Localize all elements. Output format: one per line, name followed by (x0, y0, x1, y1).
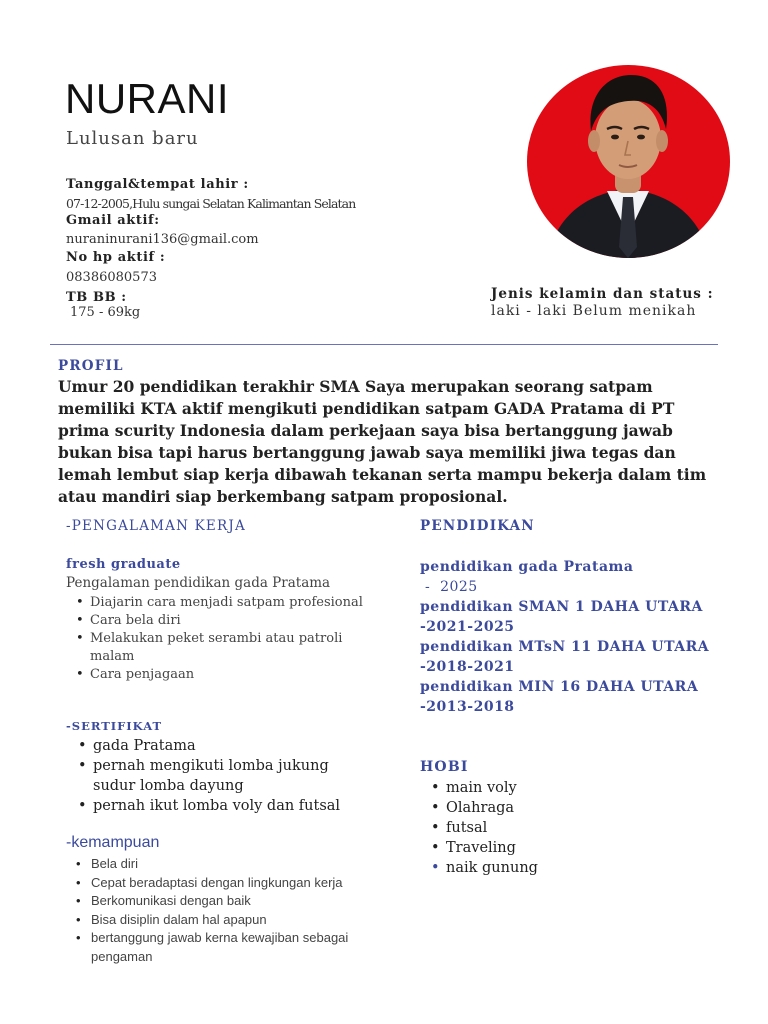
list-item: • gada Pratama (66, 736, 366, 756)
sertifikat-title: -SERTIFIKAT (66, 719, 163, 733)
pendidikan-list (420, 557, 740, 717)
education-name: pendidikan SMAN 1 DAHA UTARA (420, 599, 703, 615)
profil-title: PROFIL (58, 358, 124, 374)
gmail-label: Gmail aktif: (66, 213, 160, 228)
hobi-title: HOBI (420, 759, 469, 775)
phone-label: No hp aktif : (66, 250, 166, 265)
status-value: laki - laki Belum menikah (491, 303, 697, 319)
list-item: • Cara penjagaan (66, 666, 366, 684)
list-item: • Traveling (420, 838, 720, 858)
kemampuan-list (66, 855, 366, 966)
education-name: pendidikan MIN 16 DAHA UTARA (420, 679, 699, 695)
list-item: • Cepat beradaptasi dengan lingkungan kerja (66, 874, 366, 893)
tbbb-label: TB BB : (66, 290, 127, 305)
pengalaman-list (66, 594, 366, 684)
list-item: • Melakukan peket serambi atau patroli malam (66, 630, 366, 666)
list-item: • Berkomunikasi dengan baik (66, 892, 366, 911)
list-item: • futsal (420, 818, 720, 838)
list-item: • pernah ikut lomba voly dan futsal (66, 796, 366, 816)
kemampuan-title: -kemampuan (66, 834, 160, 851)
list-item: • Diajarin cara menjadi satpam profesional (66, 594, 366, 612)
candidate-subtitle: Lulusan baru (66, 128, 199, 149)
list-item: • naik gunung (420, 858, 720, 878)
pendidikan-title: PENDIDIKAN (420, 518, 535, 534)
profile-photo (527, 65, 730, 258)
phone-value: 08386080573 (66, 270, 157, 285)
education-name: pendidikan MTsN 11 DAHA UTARA (420, 639, 710, 655)
gmail-value: nuraninurani136@gmail.com (66, 232, 259, 247)
candidate-name: NURANI (65, 75, 230, 122)
education-years: -2021-2025 (420, 619, 515, 635)
list-item: • main voly (420, 778, 720, 798)
person-silhouette-icon (527, 65, 730, 258)
sertifikat-list (66, 736, 366, 816)
list-item: • Bela diri (66, 855, 366, 874)
status-label: Jenis kelamin dan status : (491, 286, 714, 302)
list-item: • pernah mengikuti lomba jukung sudur lomba dayung (66, 756, 366, 796)
education-years: - 2025 (420, 579, 478, 595)
birth-label: Tanggal&tempat lahir : (66, 177, 249, 192)
pengalaman-desc: Pengalaman pendidikan gada Pratama (66, 575, 331, 591)
birth-value: 07-12-2005,Hulu sungai Selatan Kalimantan Selatan (66, 196, 356, 211)
education-name: pendidikan gada Pratama (420, 559, 634, 575)
list-item: • Bisa disiplin dalam hal apapun (66, 911, 366, 930)
education-years: -2013-2018 (420, 699, 515, 715)
education-years: -2018-2021 (420, 659, 515, 675)
hobi-list (420, 778, 720, 878)
tbbb-value: 175 - 69kg (70, 305, 141, 320)
list-item: • Olahraga (420, 798, 720, 818)
pengalaman-title: -PENGALAMAN KERJA (66, 518, 246, 534)
section-divider (50, 344, 718, 345)
pengalaman-role: fresh graduate (66, 557, 181, 572)
profil-text: Umur 20 pendidikan terakhir SMA Saya merupakan seorang satpam memiliki KTA aktif mengikuti pendidikan satpam GADA Pratama di PT prima scurity Indonesia dalam perkejaan saya bisa bertanggung jawab bukan bisa tapi harus bertanggung jawab saya memiliki jiwa tegas dan lemah lembut siap kerja dibawah tekanan serta mampu bekerja dalam tim atau mandiri siap berkembang satpam proposional. (58, 377, 707, 506)
list-item: • bertanggung jawab kerna kewajiban sebagai pengaman (66, 929, 366, 966)
list-item: • Cara bela diri (66, 612, 366, 630)
